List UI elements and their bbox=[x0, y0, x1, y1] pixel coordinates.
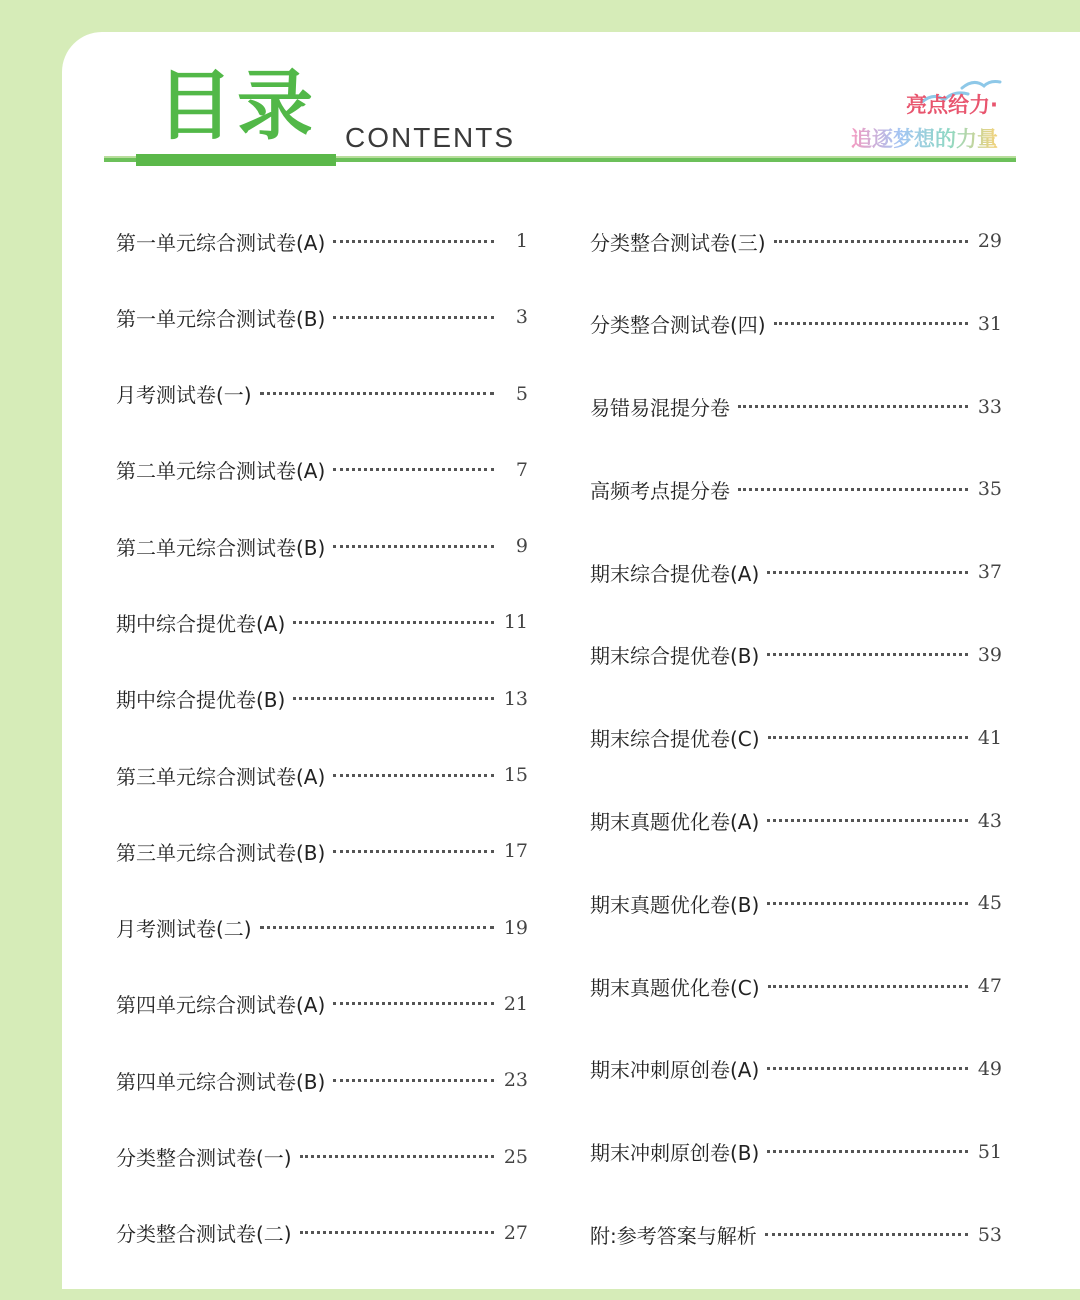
toc-entry-title: 期中综合提优卷(A) bbox=[116, 611, 286, 636]
toc-entry-title: 期中综合提优卷(B) bbox=[116, 688, 286, 713]
toc-entry-page: 27 bbox=[503, 1221, 528, 1244]
toc-entry-title: 易错易混提分卷 bbox=[590, 396, 730, 421]
toc-leader-dots bbox=[738, 405, 968, 408]
toc-entry-page: 51 bbox=[977, 1140, 1002, 1163]
toc-entry-page: 5 bbox=[515, 382, 528, 405]
slogan-line-2: 追逐梦想的力量 bbox=[851, 122, 998, 156]
toc-entry-page: 17 bbox=[503, 840, 528, 863]
toc-column-right bbox=[590, 224, 1002, 1300]
toc-leader-dots bbox=[774, 322, 968, 325]
toc-leader-dots bbox=[767, 653, 968, 656]
page-title: 目录 bbox=[157, 61, 317, 150]
toc-leader-dots bbox=[333, 545, 494, 548]
toc-entry[interactable] bbox=[116, 758, 528, 792]
toc-entry[interactable] bbox=[116, 1216, 528, 1250]
toc-entry[interactable] bbox=[116, 377, 528, 411]
page-subtitle: CONTENTS bbox=[345, 122, 515, 153]
toc-column-left bbox=[116, 224, 528, 1292]
toc-entry[interactable] bbox=[116, 605, 528, 639]
toc-entry-page: 7 bbox=[515, 458, 528, 481]
toc-entry-page: 33 bbox=[977, 395, 1002, 418]
toc-entry-page: 29 bbox=[977, 230, 1002, 252]
toc-entry-title: 分类整合测试卷(三) bbox=[590, 230, 766, 255]
header-rule-accent bbox=[136, 154, 336, 166]
toc-entry[interactable] bbox=[590, 390, 1002, 424]
toc-entry[interactable] bbox=[116, 682, 528, 716]
toc-entry-page: 49 bbox=[977, 1057, 1002, 1080]
toc-entry[interactable] bbox=[590, 1218, 1002, 1252]
toc-entry-title: 第四单元综合测试卷(A) bbox=[116, 993, 326, 1018]
toc-entry-title: 月考测试卷(一) bbox=[116, 383, 252, 408]
toc-entry[interactable] bbox=[116, 834, 528, 868]
toc-entry-title: 第四单元综合测试卷(B) bbox=[116, 1069, 326, 1094]
toc-entry-page: 37 bbox=[977, 561, 1002, 584]
toc-entry-page: 21 bbox=[503, 992, 528, 1015]
toc-entry-title: 月考测试卷(二) bbox=[116, 917, 252, 942]
toc-leader-dots bbox=[260, 926, 494, 929]
toc-entry-title: 高频考点提分卷 bbox=[590, 478, 730, 503]
toc-leader-dots bbox=[333, 316, 494, 319]
toc-entry[interactable] bbox=[590, 721, 1002, 755]
toc-entry[interactable] bbox=[116, 1063, 528, 1097]
toc-entry-page: 39 bbox=[977, 643, 1002, 666]
toc-entry[interactable] bbox=[116, 529, 528, 563]
toc-entry[interactable] bbox=[590, 1135, 1002, 1169]
toc-entry-page: 11 bbox=[503, 611, 528, 634]
toc-leader-dots bbox=[300, 1231, 494, 1234]
toc-entry[interactable] bbox=[116, 911, 528, 945]
toc-entry-title: 第一单元综合测试卷(A) bbox=[116, 230, 326, 255]
toc-leader-dots bbox=[293, 621, 494, 624]
toc-leader-dots bbox=[767, 1150, 968, 1153]
slogan-line-1: 亮点给力· bbox=[906, 93, 998, 117]
toc-leader-dots bbox=[738, 488, 968, 491]
toc-entry-title: 期末综合提优卷(C) bbox=[590, 727, 760, 752]
toc-entry[interactable] bbox=[116, 453, 528, 487]
toc-entry-title: 第三单元综合测试卷(A) bbox=[116, 764, 326, 789]
toc-entry-page: 41 bbox=[977, 726, 1002, 749]
toc-leader-dots bbox=[774, 240, 968, 243]
toc-entry-page: 25 bbox=[503, 1145, 528, 1168]
toc-entry-page: 9 bbox=[515, 535, 528, 558]
toc-leader-dots bbox=[333, 774, 494, 777]
toc-entry-page: 23 bbox=[503, 1069, 528, 1092]
toc-entry-page: 43 bbox=[977, 809, 1002, 832]
toc-leader-dots bbox=[333, 1002, 494, 1005]
toc-entry-page: 3 bbox=[515, 306, 528, 329]
toc-leader-dots bbox=[767, 819, 968, 822]
toc-entry-title: 期末真题优化卷(B) bbox=[590, 892, 760, 917]
toc-leader-dots bbox=[768, 985, 968, 988]
toc-leader-dots bbox=[333, 1079, 494, 1082]
toc-entry-title: 第一单元综合测试卷(B) bbox=[116, 306, 326, 331]
toc-entry-title: 期末真题优化卷(C) bbox=[590, 975, 760, 1000]
toc-leader-dots bbox=[333, 240, 494, 243]
toc-entry-title: 第二单元综合测试卷(A) bbox=[116, 459, 326, 484]
toc-entry-title: 期末冲刺原创卷(A) bbox=[590, 1058, 760, 1083]
toc-entry[interactable] bbox=[590, 804, 1002, 838]
toc-entry-title: 期末综合提优卷(B) bbox=[590, 644, 760, 669]
toc-leader-dots bbox=[768, 736, 968, 739]
toc-entry[interactable] bbox=[590, 1052, 1002, 1086]
toc-leader-dots bbox=[767, 1067, 968, 1070]
toc-entry[interactable] bbox=[590, 555, 1002, 589]
toc-leader-dots bbox=[293, 697, 494, 700]
toc-entry[interactable] bbox=[116, 987, 528, 1021]
toc-entry-page: 15 bbox=[503, 764, 528, 787]
toc-leader-dots bbox=[260, 392, 494, 395]
toc-entry-title: 第二单元综合测试卷(B) bbox=[116, 535, 326, 560]
toc-entry-title: 期末综合提优卷(A) bbox=[590, 561, 760, 586]
toc-entry[interactable] bbox=[590, 638, 1002, 672]
slogan bbox=[851, 88, 998, 156]
toc-entry-title: 附:参考答案与解析 bbox=[590, 1224, 757, 1249]
toc-leader-dots bbox=[300, 1155, 494, 1158]
toc-entry-page: 45 bbox=[977, 892, 1002, 915]
toc-entry-page: 31 bbox=[977, 312, 1002, 335]
toc-entry[interactable] bbox=[590, 886, 1002, 920]
toc-entry-title: 分类整合测试卷(四) bbox=[590, 313, 766, 338]
toc-entry-page: 13 bbox=[503, 687, 528, 710]
toc-leader-dots bbox=[767, 902, 968, 905]
toc-entry[interactable] bbox=[116, 1140, 528, 1174]
toc-entry[interactable] bbox=[590, 307, 1002, 341]
contents-page bbox=[62, 32, 1080, 1289]
toc-entry-title: 期末冲刺原创卷(B) bbox=[590, 1141, 760, 1166]
toc-entry-title: 第三单元综合测试卷(B) bbox=[116, 840, 326, 865]
toc-entry-title: 期末真题优化卷(A) bbox=[590, 810, 760, 835]
toc-entry[interactable] bbox=[590, 472, 1002, 506]
toc-leader-dots bbox=[333, 850, 494, 853]
toc-leader-dots bbox=[333, 468, 494, 471]
toc-entry-page: 35 bbox=[977, 478, 1002, 501]
toc-entry-page: 19 bbox=[503, 916, 528, 939]
toc-entry-page: 53 bbox=[977, 1223, 1002, 1246]
toc-entry-title: 分类整合测试卷(二) bbox=[116, 1222, 292, 1247]
toc-entry[interactable] bbox=[116, 224, 528, 258]
toc-entry[interactable] bbox=[590, 224, 1002, 258]
toc-entry-title: 分类整合测试卷(一) bbox=[116, 1146, 292, 1171]
toc-entry[interactable] bbox=[590, 969, 1002, 1003]
toc-entry[interactable] bbox=[116, 300, 528, 334]
toc-entry-page: 1 bbox=[515, 230, 528, 252]
toc-entry-page: 47 bbox=[977, 975, 1002, 998]
toc-leader-dots bbox=[767, 571, 968, 574]
toc-leader-dots bbox=[765, 1233, 968, 1236]
